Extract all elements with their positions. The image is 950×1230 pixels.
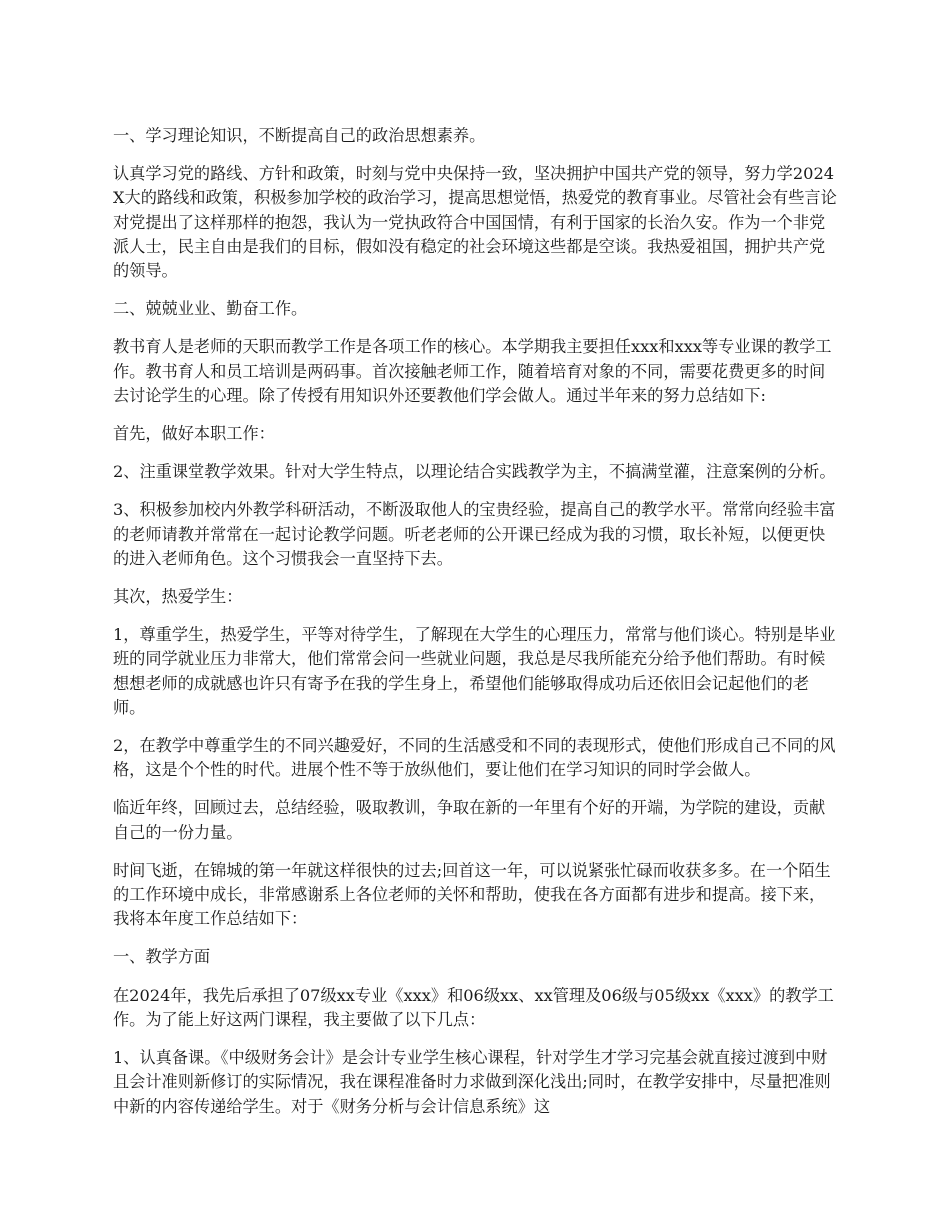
paragraph-year-end: 临近年终，回顾过去，总结经验，吸取教训，争取在新的一年里有个好的开端，为学院的建设，贡献自己的一份力量。 [113, 798, 826, 842]
paragraph-teaching-duty: 教书育人是老师的天职而教学工作是各项工作的核心。本学期我主要担任xxx和xxx等专业课的教学工作。教书育人和员工培训是两码事。首次接触老师工作，随着培育对象的不同，需要花费更多的时间去讨论学生的心理。除了传授有用知识外还要教他们学会做人。通过半年来的努力总结如下: [113, 337, 832, 405]
section-heading-work: 二、兢兢业业、勤奋工作。 [113, 299, 308, 319]
section-heading-teaching: 一、教学方面 [113, 947, 211, 967]
subheading-first: 首先，做好本职工作： [113, 424, 275, 444]
paragraph-courses: 在2024年，我先后承担了07级xx专业《xxx》和06级xx、xx管理及06级与05级xx《xxx》的教学工作。为了能上好这两门课程，我主要做了以下几点： [113, 985, 834, 1029]
list-item-research-activities: 3、积极参加校内外教学科研活动，不断汲取他人的宝贵经验，提高自己的教学水平。常常向经验丰富的老师请教并常常在一起讨论教学问题。听老老师的公开课已经成为我的习惯，取长补短，以便更快的进入老师角色。这个习惯我会一直坚持下去。 [113, 500, 836, 568]
paragraph-theory-study: 认真学习党的路线、方针和政策，时刻与党中央保持一致，坚决拥护中国共产党的领导，努力学2024X大的路线和政策，积极参加学校的政治学习，提高思想觉悟，热爱党的教育事业。尽管社会有些言论对党提出了这样那样的抱怨，我认为一党执政符合中国国情，有利于国家的长治久安。作为一个非党派人士，民主自由是我们的目标，假如没有稳定的社会环境这些都是空谈。我热爱祖国，拥护共产党的领导。 [113, 164, 837, 281]
subheading-second: 其次，热爱学生： [113, 587, 243, 607]
list-item-respect-students: 1，尊重学生，热爱学生，平等对待学生，了解现在大学生的心理压力，常常与他们谈心。特别是毕业班的同学就业压力非常大，他们常常会问一些就业问题，我总是尽我所能充分给予他们帮助。有时候想想老师的成就感也许只有寄予在我的学生身上，希望他们能够取得成功后还依旧会记起他们的老师。 [113, 625, 836, 717]
list-item-student-interests: 2，在教学中尊重学生的不同兴趣爱好，不同的生活感受和不同的表现形式，使他们形成自己不同的风格，这是个个性的时代。进展个性不等于放纵他们，要让他们在学习知识的同时学会做人。 [113, 736, 836, 780]
paragraph-time-flies: 时间飞逝，在锦城的第一年就这样很快的过去;回首这一年，可以说紧张忙碌而收获多多。在一个陌生的工作环境中成长，非常感谢系上各位老师的关怀和帮助，使我在各方面都有进步和提高。接下来，我将本年度工作总结如下： [113, 860, 831, 929]
list-item-classroom-effect: 2、注重课堂教学效果。针对大学生特点，以理论结合实践教学为主，不搞满堂灌，注意案例的分析。 [113, 462, 836, 482]
document-body [113, 124, 841, 1133]
list-item-prepare-lessons: 1、认真备课。《中级财务会计》是会计专业学生核心课程，针对学生才学习完基会就直接过渡到中财且会计准则新修订的实际情况，我在课程准备时力求做到深化浅出;同时，在教学安排中，尽量把准则中新的内容传递给学生。对于《财务分析与会计信息系统》这 [113, 1048, 831, 1116]
section-heading-theory: 一、学习理论知识，不断提高自己的政治思想素养。 [113, 126, 486, 145]
